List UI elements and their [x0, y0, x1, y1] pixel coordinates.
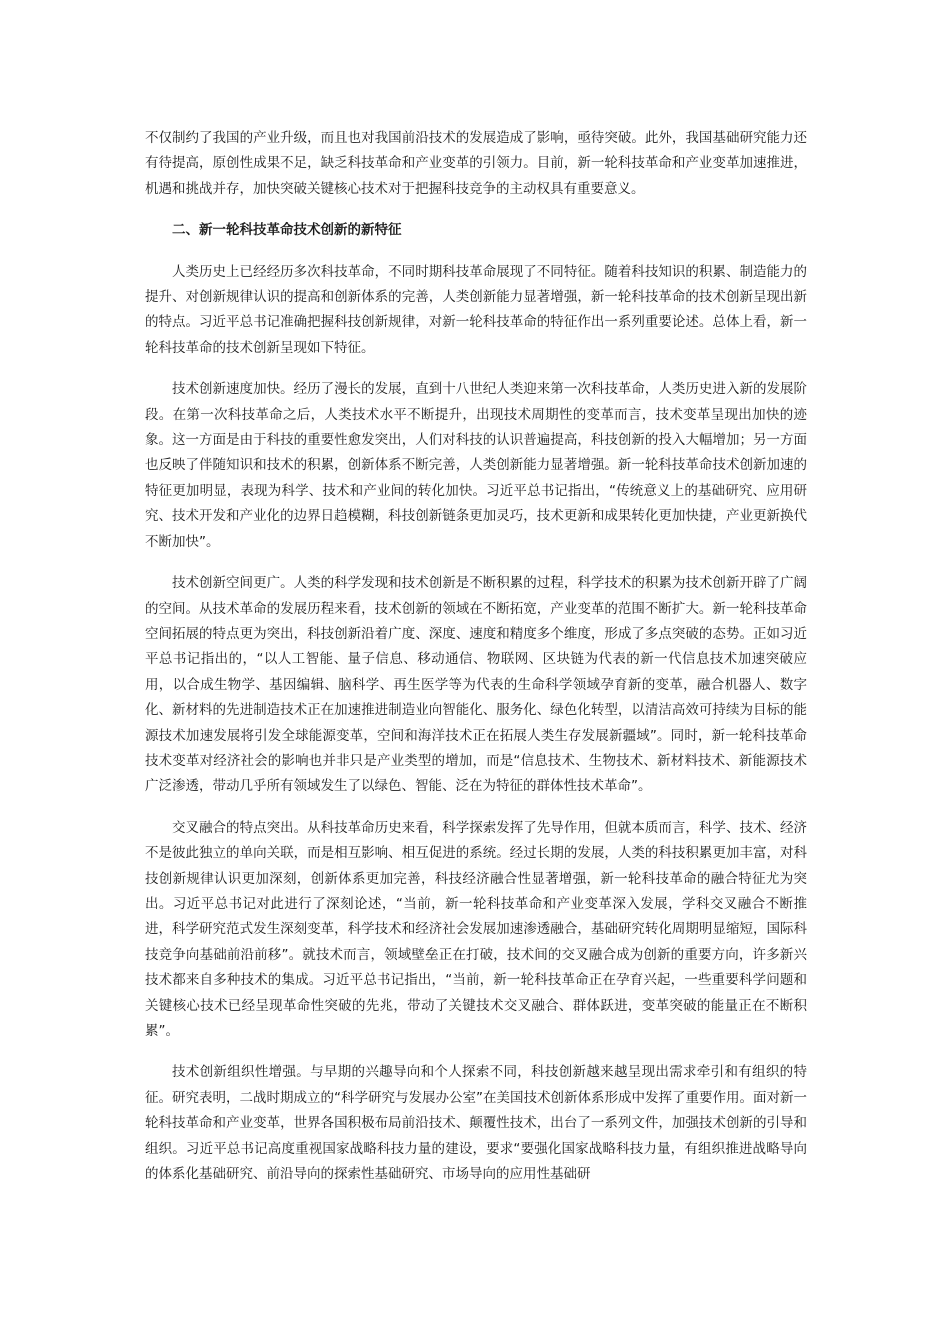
paragraph-fusion: 交叉融合的特点突出。从科技革命历史来看，科学探索发挥了先导作用，但就本质而言，科学、技术、经济不是彼此独立的单向关联，而是相互影响、相互促进的系统。经过长期的发展，人类的科技积累更加丰富，对科技创新规律认识更加深刻，创新体系更加完善，科技经济融合性显著增强，新一轮科技革命的融合特征尤为突出。习近平总书记对此进行了深刻论述，“当前，新一轮科技革命和产业变革深入发展，学科交叉融合不断推进，科学研究范式发生深刻变革，科学技术和经济社会发展加速渗透融合，基础研究转化周期明显缩短，国际科技竞争向基础前沿前移”。就技术而言，领域壁垒正在打破，技术间的交叉融合成为创新的重要方向，许多新兴技术都来自多种技术的集成。习近平总书记指出，“当前，新一轮科技革命正在孕育兴起，一些重要科学问题和关键核心技术已经呈现革命性突破的先兆，带动了关键技术交叉融合、群体跃进，变革突破的能量正在不断积累”。 — [145, 819, 807, 1039]
paragraph-intro-continuation: 不仅制约了我国的产业升级，而且也对我国前沿技术的发展造成了影响，亟待突破。此外，我国基础研究能力还有待提高，原创性成果不足，缺乏科技革命和产业变革的引领力。目前，新一轮科技革命和产业变革加速推进，机遇和挑战并存，加快突破关键核心技术对于把握科技竞争的主动权具有重要意义。 — [145, 130, 807, 197]
paragraph-organization: 技术创新组织性增强。与早期的兴趣导向和个人探索不同，科技创新越来越呈现出需求牵引和有组织的特征。研究表明，二战时期成立的“科学研究与发展办公室”在美国技术创新体系形成中发挥了重要作用。面对新一轮科技革命和产业变革，世界各国积极布局前沿技术、颠覆性技术，出台了一系列文件，加强技术创新的引导和组织。习近平总书记高度重视国家战略科技力量的建设，要求“要强化国家战略科技力量，有组织推进战略导向的体系化基础研究、前沿导向的探索性基础研究、市场导向的应用性基础研 — [145, 1064, 807, 1183]
paragraph-speed: 技术创新速度加快。经历了漫长的发展，直到十八世纪人类迎来第一次科技革命，人类历史进入新的发展阶段。在第一次科技革命之后，人类技术水平不断提升，出现技术周期性的变革而言，技术变革呈现出加快的迹象。这一方面是由于科技的重要性愈发突出，人们对科技的认识普遍提高，科技创新的投入大幅增加；另一方面也反映了伴随知识和技术的积累，创新体系不断完善，人类创新能力显著增强。新一轮科技革命技术创新加速的特征更加明显，表现为科学、技术和产业间的转化加快。习近平总书记指出，“传统意义上的基础研究、应用研究、技术开发和产业化的边界日趋模糊，科技创新链条更加灵巧，技术更新和成果转化更加快捷，产业更新换代不断加快”。 — [145, 381, 807, 550]
paragraph-space: 技术创新空间更广。人类的科学发现和技术创新是不断积累的过程，科学技术的积累为技术创新开辟了广阔的空间。从技术革命的发展历程来看，技术创新的领域在不断拓宽，产业变革的范围不断扩大。新一轮科技革命空间拓展的特点更为突出，科技创新沿着广度、深度、速度和精度多个维度，形成了多点突破的态势。正如习近平总书记指出的，“以人工智能、量子信息、移动通信、物联网、区块链为代表的新一代信息技术加速突破应用，以合成生物学、基因编辑、脑科学、再生医学等为代表的生命科学领域孕育新的变革，融合机器人、数字化、新材料的先进制造技术正在加速推进制造业向智能化、服务化、绿色化转型，以清洁高效可持续为目标的能源技术加速发展将引发全球能源变革，空间和海洋技术正在拓展人类生存发展新疆域”。同时，新一轮科技革命技术变革对经济社会的影响也并非只是产业类型的增加，而是“信息技术、生物技术、新材料技术、新能源技术广泛渗透，带动几乎所有领域发生了以绿色、智能、泛在为特征的群体性技术革命”。 — [145, 575, 807, 795]
section-heading: 二、新一轮科技革命技术创新的新特征 — [172, 222, 402, 239]
paragraph-overview: 人类历史上已经经历多次科技革命，不同时期科技革命展现了不同特征。随着科技知识的积累、制造能力的提升、对创新规律认识的提高和创新体系的完善，人类创新能力显著增强，新一轮科技革命的技术创新呈现出新的特点。习近平总书记准确把握科技创新规律，对新一轮科技革命的特征作出一系列重要论述。总体上看，新一轮科技革命的技术创新呈现如下特征。 — [145, 263, 807, 356]
document-page — [145, 126, 807, 1187]
